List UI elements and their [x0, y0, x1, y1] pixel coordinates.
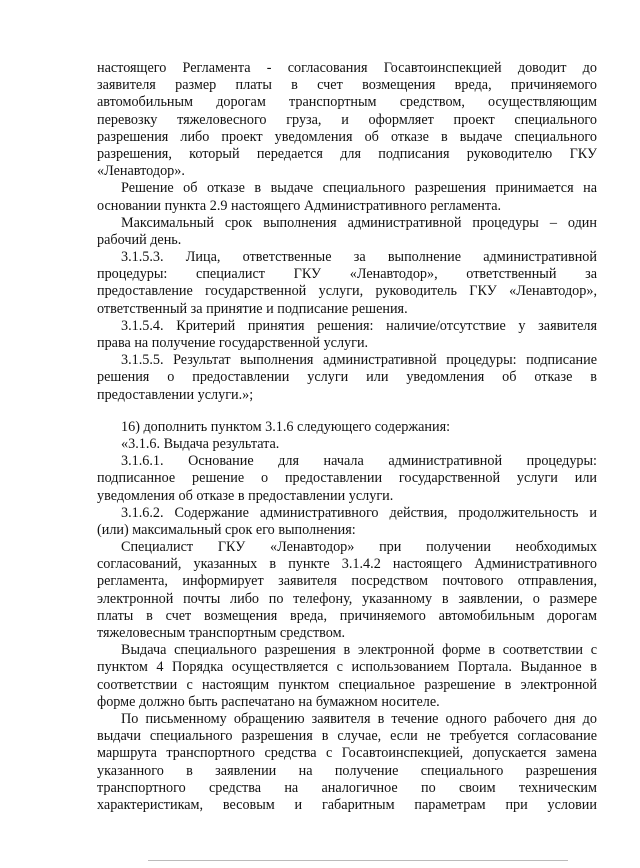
text-line: решения о предоставлении услуги или уведомления об отказе в — [97, 369, 597, 386]
text-line: электронной почты либо по телефону, указанному в заявлении, о размере — [97, 590, 597, 607]
text-line: основании пункта 2.9 настоящего Административного регламента. — [97, 197, 502, 214]
text-line: предоставлении услуги.»; — [97, 386, 254, 403]
document-page — [97, 60, 597, 814]
scan-edge-line — [148, 860, 568, 861]
text-line: 16) дополнить пунктом 3.1.6 следующего содержания: — [121, 418, 451, 435]
text-line: автомобильным дорогам транспортным средством, осуществляющим — [97, 94, 597, 111]
text-line: разрешения либо проект уведомления об отказе в выдаче специального — [97, 128, 597, 145]
text-line: процедуры: специалист ГКУ «Ленавтодор», ответственный за — [97, 266, 597, 283]
text-line: подписанное решение о предоставлении государственной услуги или — [97, 470, 597, 487]
text-line: «3.1.6. Выдача результата. — [121, 435, 280, 452]
text-line: перевозку тяжеловесного груза, и оформляет проект специального — [97, 111, 597, 128]
text-line: указанного в заявлении на получение специального разрешения — [97, 762, 597, 779]
document-block-2 — [97, 419, 597, 814]
text-line: характеристикам, весовым и габаритным параметрам при условии — [97, 796, 597, 813]
text-line: 3.1.6.2. Содержание административного действия, продолжительность и — [121, 504, 597, 521]
text-line: Специалист ГКУ «Ленавтодор» при получении необходимых — [121, 539, 597, 556]
text-line: Решение об отказе в выдаче специального разрешения принимается на — [121, 180, 597, 197]
text-line: платы в счет возмещения вреда, причиняемого автомобильным дорогам — [97, 607, 597, 624]
text-line: рабочий день. — [97, 231, 182, 248]
text-line: пунктом 4 Порядка осуществляется с использованием Портала. Выданное в — [97, 659, 597, 676]
text-line: уведомления об отказе в предоставлении услуги. — [97, 487, 394, 504]
text-line: регламента, информирует заявителя посредством почтового отправления, — [97, 573, 597, 590]
text-line: разрешения, который передается для подписания руководителю ГКУ — [97, 145, 597, 162]
text-line: 3.1.5.4. Критерий принятия решения: наличие/отсутствие у заявителя — [121, 317, 597, 334]
document-block-1 — [97, 60, 597, 404]
text-line: соответствии с настоящим пунктом специальное разрешение в электронной — [97, 676, 597, 693]
text-line: По письменному обращению заявителя в течение одного рабочего дня до — [121, 710, 597, 727]
text-line: маршрута транспортного средства с Госавтоинспекцией, допускается замена — [97, 745, 597, 762]
text-line: согласований, указанных в пункте 3.1.4.2 настоящего Административного — [97, 556, 597, 573]
text-line: ответственный за принятие и подписание решения. — [97, 300, 408, 317]
text-line: предоставление государственной услуги, руководитель ГКУ «Ленавтодор», — [97, 283, 597, 300]
text-line: 3.1.5.5. Результат выполнения административной процедуры: подписание — [121, 352, 597, 369]
text-line: (или) максимальный срок его выполнения: — [97, 521, 356, 538]
text-line: Максимальный срок выполнения административной процедуры – один — [121, 214, 597, 231]
text-line: права на получение государственной услуги. — [97, 335, 369, 351]
text-line: «Ленавтодор». — [97, 163, 185, 180]
text-line: тяжеловесным транспортным средством. — [97, 625, 346, 641]
text-line: транспортного средства на аналогичное по своим техническим — [97, 779, 597, 796]
text-line: Выдача специального разрешения в электронной форме в соответствии с — [121, 642, 597, 659]
paragraph-gap — [97, 404, 597, 419]
text-line: 3.1.5.3. Лица, ответственные за выполнение административной — [121, 249, 597, 266]
text-line: выдачи специального разрешения в случае, если не требуется согласование — [97, 728, 597, 745]
text-line: настоящего Регламента - согласования Госавтоинспекцией доводит до — [97, 60, 597, 76]
text-line: заявителя размер платы в счет возмещения вреда, причиняемого — [97, 77, 597, 94]
text-line: форме должно быть распечатано на бумажном носителе. — [97, 693, 440, 710]
text-line: 3.1.6.1. Основание для начала административной процедуры: — [121, 453, 597, 470]
